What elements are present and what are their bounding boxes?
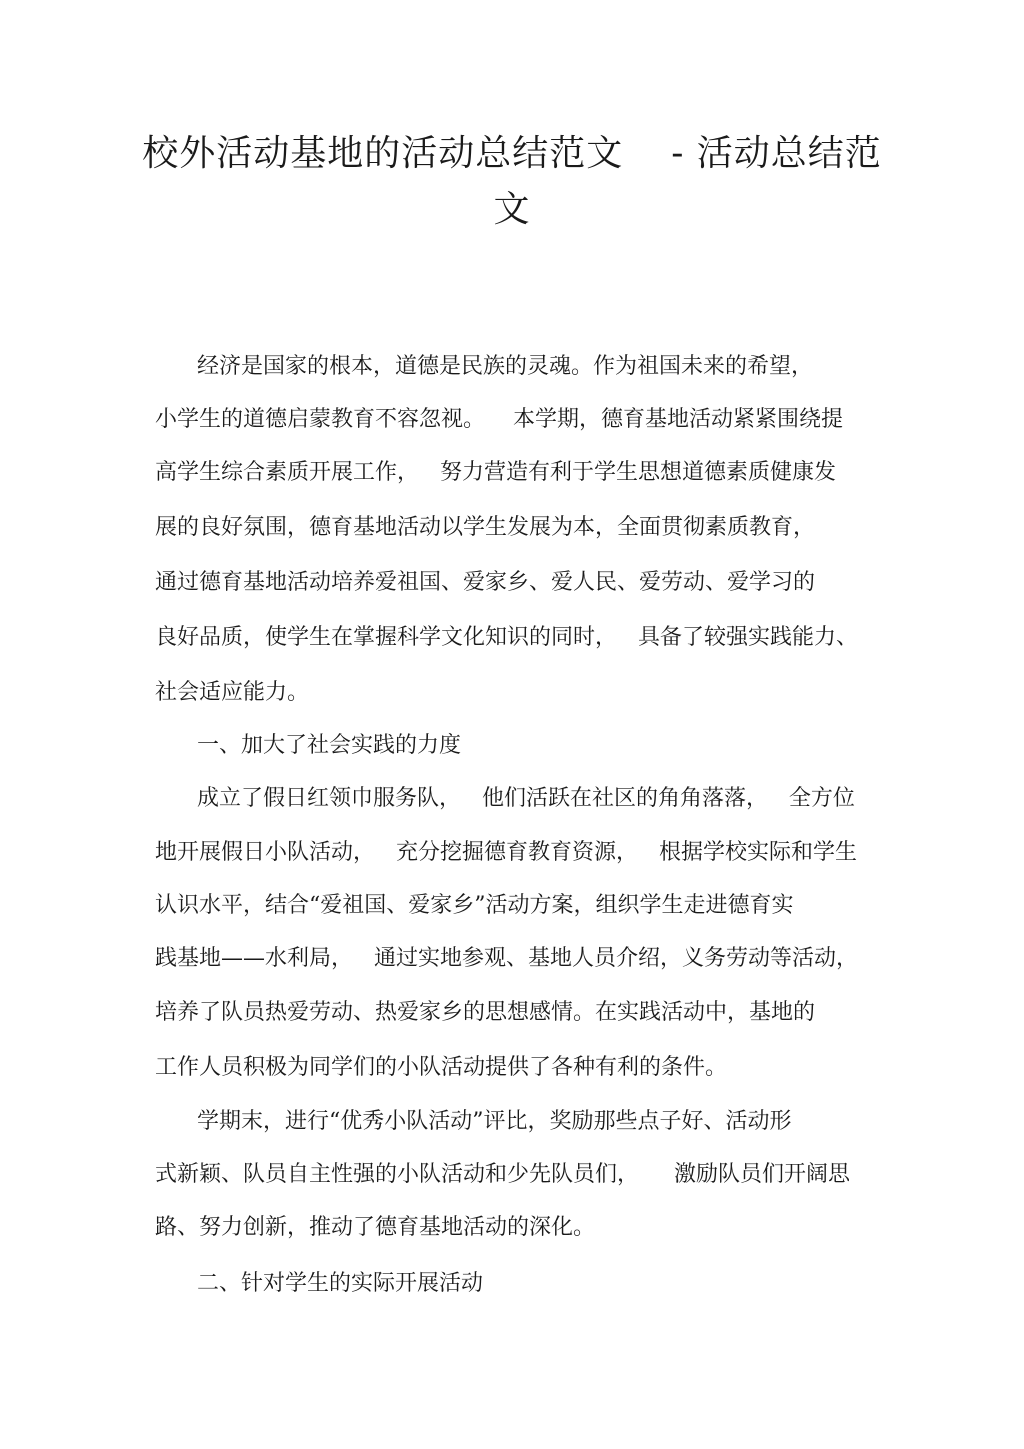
body-line: 展的良好氛围，德育基地活动以学生发展为本，全面贯彻素质教育， bbox=[155, 515, 816, 540]
body-line: 路、努力创新，推动了德育基地活动的深化。 bbox=[155, 1215, 596, 1240]
body-line: 式新颖、队员自主性强的小队活动和少先队员们， 激励队员们开阔思 bbox=[155, 1162, 850, 1187]
body-line: 良好品质，使学生在掌握科学文化知识的同时， 具备了较强实践能力、 bbox=[155, 625, 858, 650]
body-line: 小学生的道德启蒙教育不容忽视。 本学期，德育基地活动紧紧围绕提 bbox=[155, 407, 843, 432]
body-line: 培养了队员热爱劳动、热爱家乡的思想感情。在实践活动中，基地的 bbox=[155, 1000, 816, 1025]
body-line: 通过德育基地活动培养爱祖国、爱家乡、爱人民、爱劳动、爱学习的 bbox=[155, 570, 816, 595]
body-line: 认识水平，结合“爱祖国、爱家乡”活动方案，组织学生走进德育实 bbox=[155, 893, 794, 918]
document-title-line-1 bbox=[120, 126, 904, 182]
body-line: 地开展假日小队活动， 充分挖掘德育教育资源， 根据学校实际和学生 bbox=[155, 840, 857, 865]
body-line: 践基地——水利局， 通过实地参观、基地人员介绍，义务劳动等活动， bbox=[155, 946, 858, 971]
title-part-a: 校外活动基地的活动总结范文 bbox=[142, 133, 624, 174]
body-line: 经济是国家的根本，道德是民族的灵魂。作为祖国未来的希望， bbox=[155, 354, 813, 379]
body-line: 社会适应能力。 bbox=[155, 680, 310, 705]
document-title-line-2: 文 bbox=[493, 189, 531, 230]
section-heading-2: 二、针对学生的实际开展活动 bbox=[155, 1271, 483, 1296]
section-heading-1: 一、加大了社会实践的力度 bbox=[155, 733, 461, 758]
body-line: 成立了假日红领巾服务队， 他们活跃在社区的角角落落， 全方位 bbox=[155, 786, 855, 811]
body-line: 高学生综合素质开展工作， 努力营造有利于学生思想道德素质健康发 bbox=[155, 460, 836, 485]
body-line: 学期末，进行“优秀小队活动”评比，奖励那些点子好、活动形 bbox=[155, 1109, 792, 1134]
title-part-b: - 活动总结范 bbox=[671, 133, 882, 174]
body-line: 工作人员积极为同学们的小队活动提供了各种有利的条件。 bbox=[155, 1055, 728, 1080]
